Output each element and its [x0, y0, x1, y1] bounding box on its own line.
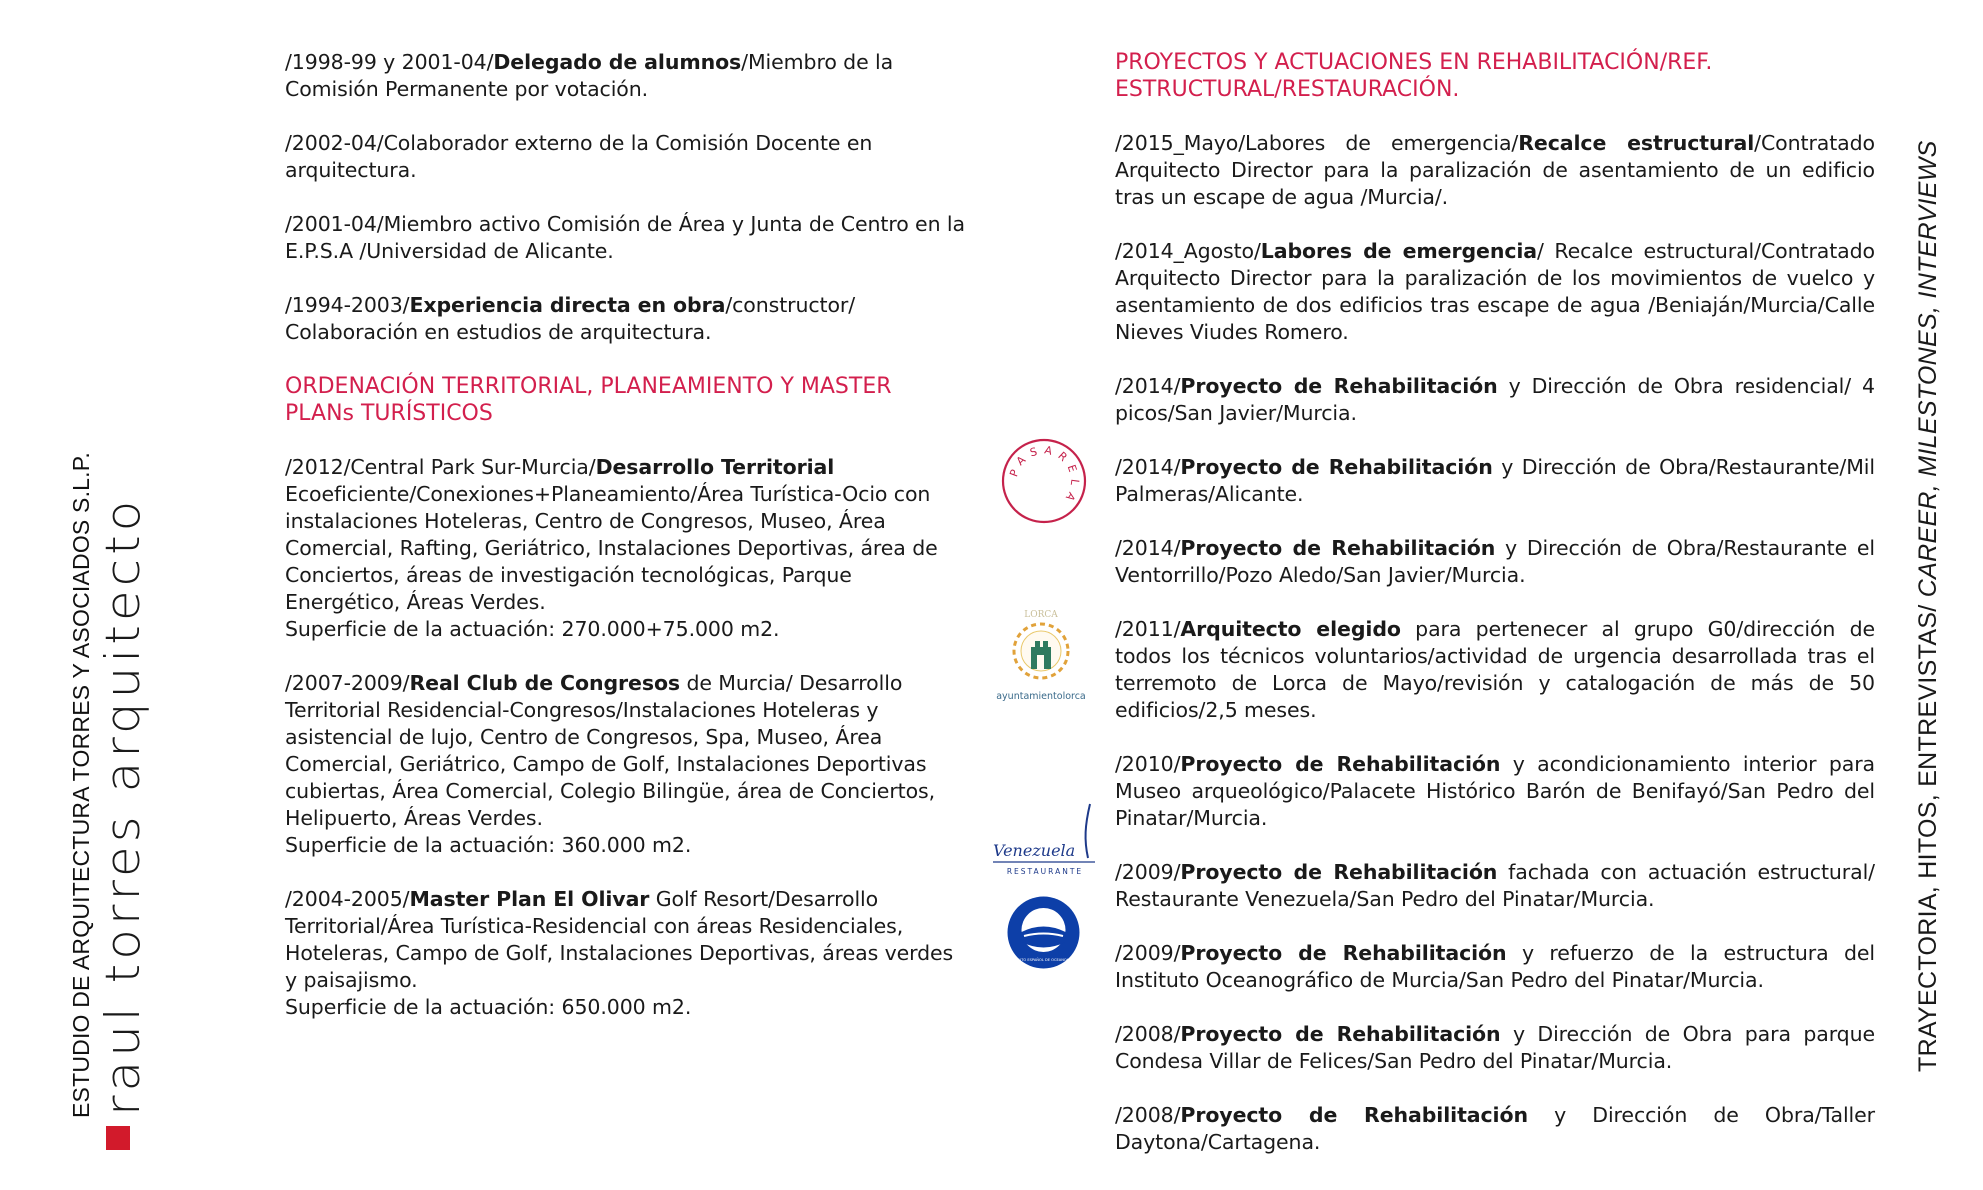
entry-text-rest: y Dirección de Obra residencial/ 4 picos/San Javier/Murcia. — [1115, 374, 1875, 425]
venezuela-sub: RESTAURANTE — [1006, 867, 1084, 876]
entry-text: /2011/ — [1115, 617, 1181, 641]
left-entries-top — [285, 49, 965, 346]
entry-text: /2014/ — [1115, 374, 1181, 398]
right-project-entry — [1115, 751, 1875, 832]
entry-text: /2001-04/Miembro activo Comisión de Área y Junta de Centro en la E.P.S.A /Universidad de Alicante. — [285, 212, 965, 263]
left-entry — [285, 130, 965, 184]
entry-text-rest: /Miembro de la Comisión Permanente por votación. — [285, 50, 894, 101]
entry-text: /2009/ — [1115, 941, 1181, 965]
left-project-entry — [285, 886, 965, 1021]
right-project-entry — [1115, 238, 1875, 346]
entry-highlight: Recalce estructural — [1518, 131, 1755, 155]
entry-text: /2014/ — [1115, 536, 1181, 560]
entry-text-rest: /Contratado Arquitecto Director para la paralización de asentamiento de un edificio tras un escape de agua /Murcia/. — [1115, 131, 1875, 209]
left-entry — [285, 292, 965, 346]
entry-text: /2007-2009/ — [285, 671, 410, 695]
entry-text: /2002-04/Colaborador externo de la Comisión Docente en arquitectura. — [285, 131, 873, 182]
right-project-entry — [1115, 1021, 1875, 1075]
studio-name: ESTUDIO DE ARQUITECTURA TORRES Y ASOCIADOS S.L.P. — [68, 452, 94, 1118]
venezuela-script: Venezuela — [993, 841, 1076, 860]
venezuela-restaurant-logo — [985, 800, 1110, 880]
entry-highlight: Desarrollo Territorial — [595, 455, 835, 479]
right-project-entry — [1115, 454, 1875, 508]
entry-text-rest: fachada con actuación estructural/ Restaurante Venezuela/San Pedro del Pinatar/Murcia. — [1115, 860, 1875, 911]
entry-text: /2014_Agosto/ — [1115, 239, 1261, 263]
entry-highlight: Proyecto de Rehabilitación — [1180, 860, 1498, 884]
section-title-ordenacion: ORDENACIÓN TERRITORIAL, PLANEAMIENTO Y MASTER PLANs TURÍSTICOS — [285, 374, 892, 426]
entry-highlight: Proyecto de Rehabilitación — [1180, 752, 1501, 776]
entry-text: /2014/ — [1115, 455, 1181, 479]
entry-text: /2008/ — [1115, 1022, 1181, 1046]
entry-text: /2015_Mayo/Labores de emergencia/ — [1115, 131, 1519, 155]
entry-text-rest: /constructor/ Colaboración en estudios de arquitectura. — [285, 293, 856, 344]
entry-text-rest: y Dirección de Obra/Restaurante el Ventorrillo/Pozo Aledo/San Javier/Murcia. — [1115, 536, 1875, 587]
side-caption-normal: TRAYECTORIA, HITOS, ENTREVISTAS/ — [1914, 597, 1942, 1072]
entry-highlight: Master Plan El Olivar — [409, 887, 650, 911]
entry-text-rest: y refuerzo de la estructura del Instituto Oceanográfico de Murcia/San Pedro del Pinatar/Murcia. — [1115, 941, 1876, 992]
side-caption — [1914, 140, 1943, 1072]
entry-text-rest: de Murcia/ Desarrollo Territorial Residencial-Congresos/Instalaciones Hoteleras y asistencial de lujo, Centro de Congresos, Spa, Museo, Área Comercial, Geriátrico, Campo de Golf, Instalaciones Deportivas cubiertas, Área Comercial, Colegio Bilingüe, área de Conciertos, Helipuerto, Áreas Verdes. — [285, 671, 936, 830]
right-project-entry — [1115, 859, 1875, 913]
entry-highlight: Proyecto de Rehabilitación — [1180, 536, 1496, 560]
right-project-entry — [1115, 373, 1875, 427]
right-project-entry — [1115, 130, 1875, 211]
entry-text-rest: para pertenecer al grupo G0/dirección de todos los técnicos voluntarios/actividad de urgencia desarrollada tras el terremoto de Lorca de Mayo/revisión y catalogación de más de 50 edificios/2,5 meses. — [1115, 617, 1875, 722]
right-project-entry — [1115, 940, 1875, 994]
left-entries-bottom — [285, 454, 965, 1021]
entry-text: /2008/ — [1115, 1103, 1181, 1127]
right-project-entry — [1115, 1102, 1875, 1156]
entry-highlight: Proyecto de Rehabilitación — [1180, 455, 1493, 479]
entry-text: /2010/ — [1115, 752, 1181, 776]
lorca-top-text: LORCA — [1024, 610, 1058, 620]
left-column — [285, 49, 965, 1048]
entry-highlight: Proyecto de Rehabilitación — [1180, 941, 1507, 965]
entry-text-rest: Ecoeficiente/Conexiones+Planeamiento/Área Turística-Ocio con instalaciones Hoteleras, Centro de Congresos, Museo, Área Comercial, Rafting, Geriátrico, Instalaciones Deportivas, área de Conciertos, áreas de investigación tecnológicas, Parque Energético, Áreas Verdes. — [285, 482, 938, 614]
entry-highlight: Real Club de Congresos — [409, 671, 681, 695]
entry-text-rest: y Dirección de Obra para parque Condesa Villar de Felices/San Pedro del Pinatar/Murcia. — [1115, 1022, 1875, 1073]
side-caption-italic: CAREER, MILESTONES, INTERVIEWS — [1914, 140, 1942, 598]
entry-highlight: Experiencia directa en obra — [409, 293, 726, 317]
entry-surface: Superficie de la actuación: 650.000 m2. — [285, 995, 692, 1019]
entry-highlight: Proyecto de Rehabilitación — [1180, 1103, 1528, 1127]
left-project-entry — [285, 670, 965, 859]
ieo-text: INSTITUTO ESPAÑOL DE OCEANOGRAFÍA — [1007, 958, 1080, 962]
left-entry — [285, 49, 965, 103]
right-project-entry — [1115, 535, 1875, 589]
entry-text: /1998-99 y 2001-04/ — [285, 50, 494, 74]
entry-highlight: Proyecto de Rehabilitación — [1180, 1022, 1501, 1046]
entry-highlight: Labores de emergencia — [1260, 239, 1538, 263]
section-title-rehabilitacion: PROYECTOS Y ACTUACIONES EN REHABILITACIÓN/REF. ESTRUCTURAL/RESTAURACIÓN. — [1115, 50, 1713, 102]
left-entry — [285, 211, 965, 265]
oceanographic-institute-logo — [1006, 895, 1081, 970]
entry-text: /1994-2003/ — [285, 293, 410, 317]
pasarela-logo-text: PASARELA — [1007, 443, 1082, 509]
entry-text-rest: y Dirección de Obra/Taller Daytona/Cartagena. — [1115, 1103, 1875, 1154]
entry-text: /2009/ — [1115, 860, 1181, 884]
entry-surface: Superficie de la actuación: 360.000 m2. — [285, 833, 692, 857]
brand-square-mark — [106, 1126, 130, 1150]
entry-highlight: Proyecto de Rehabilitación — [1180, 374, 1498, 398]
left-project-entry — [285, 454, 965, 643]
lorca-council-logo — [990, 603, 1092, 711]
pasarela-logo — [1001, 438, 1087, 524]
entry-text: /2004-2005/ — [285, 887, 410, 911]
entry-text-rest: y Dirección de Obra/Restaurante/Mil Palmeras/Alicante. — [1115, 455, 1875, 506]
architect-name-logo: raul torres arquitecto — [95, 496, 151, 1116]
entry-highlight: Delegado de alumnos — [493, 50, 742, 74]
entry-text-rest: / Recalce estructural/Contratado Arquitecto Director para la paralización de los movimientos de vuelco y asentamiento de dos edificios tras escape de agua /Beniaján/Murcia/Calle Nieves Viudes Romero. — [1115, 239, 1875, 344]
entry-surface: Superficie de la actuación: 270.000+75.000 m2. — [285, 617, 780, 641]
entry-text-rest: y acondicionamiento interior para Museo arqueológico/Palacete Histórico Barón de Benifayó/San Pedro del Pinatar/Murcia. — [1115, 752, 1875, 830]
right-column — [1115, 49, 1875, 1183]
entry-text-rest: Golf Resort/Desarrollo Territorial/Área Turística-Residencial con áreas Residenciales, Hoteleras, Campo de Golf, Instalaciones Deportivas, áreas verdes y paisajismo. — [285, 887, 954, 992]
entry-highlight: Arquitecto elegido — [1180, 617, 1401, 641]
right-entries — [1115, 130, 1875, 1156]
right-project-entry — [1115, 616, 1875, 724]
lorca-caption: ayuntamientolorca — [996, 691, 1086, 702]
entry-text: /2012/Central Park Sur-Murcia/ — [285, 455, 596, 479]
